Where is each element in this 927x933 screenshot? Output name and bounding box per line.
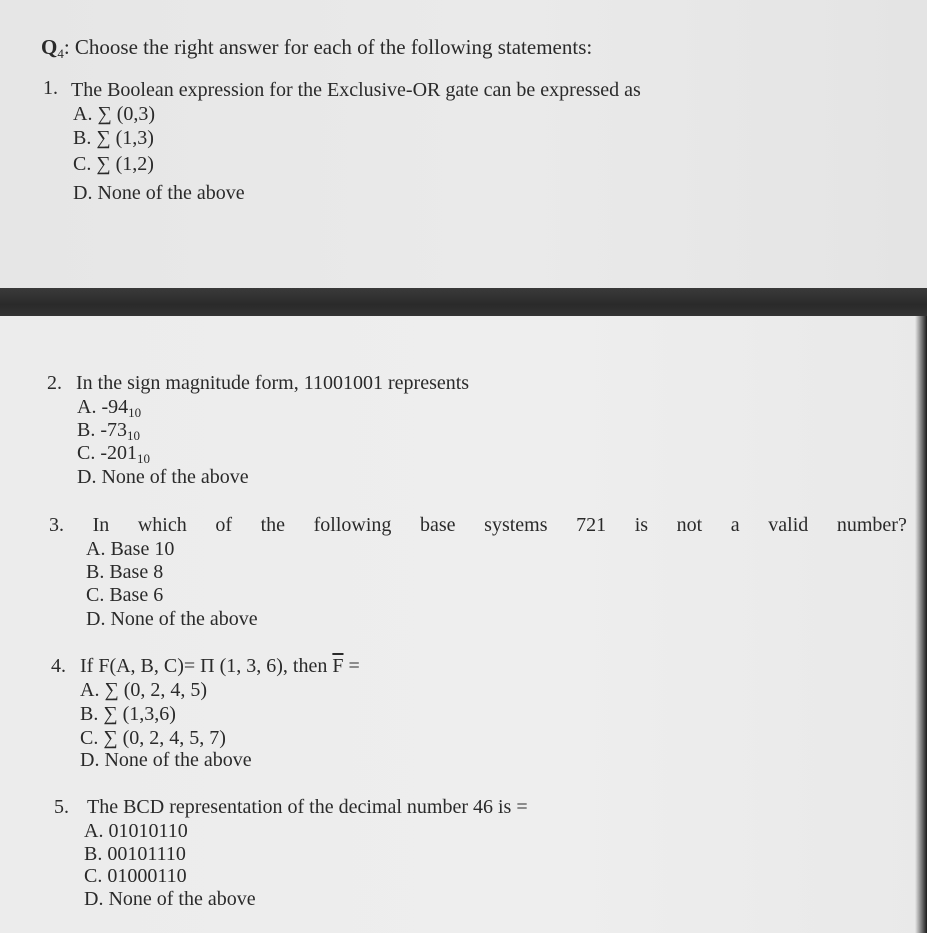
heading-label: Q	[41, 35, 58, 59]
question-2-option-c: C. $-201_{10}$	[77, 442, 150, 466]
question-4-option-b: B. ∑ (1,3,6)	[80, 703, 176, 725]
question-2-number: 2.	[47, 372, 62, 394]
question-1-number: 1.	[43, 77, 58, 99]
question-1-option-b: B. ∑ (1,3)	[73, 127, 154, 149]
question-4-option-d: D. None of the above	[80, 749, 252, 771]
question-2-option-d: D. None of the above	[77, 466, 249, 488]
question-3-option-a: A. Base 10	[86, 538, 175, 560]
question-4-option-c: C. ∑ (0, 2, 4, 5, 7)	[80, 727, 226, 749]
edge-shadow	[915, 316, 927, 933]
sheet-fold-divider	[0, 288, 927, 316]
question-4-prompt: If F(A, B, C)= Π (1, 3, 6), then $\overline{F}$ =	[80, 655, 360, 677]
question-5-option-a: A. 01010110	[84, 820, 188, 842]
question-5-option-b: B. 00101110	[84, 843, 186, 865]
question-3-number: 3.	[49, 514, 64, 536]
heading-text: : Choose the right answer for each of the following statements:	[63, 35, 593, 59]
question-1-option-a: A. ∑ (0,3)	[73, 103, 156, 125]
question-1-prompt: The Boolean expression for the Exclusive-OR gate can be expressed as	[71, 79, 641, 101]
question-1-option-c: C. ∑ (1,2)	[73, 153, 154, 175]
question-2-prompt: In the sign magnitude form, 11001001 represents	[76, 372, 470, 394]
question-5-prompt: The BCD representation of the decimal number 46 is =	[87, 796, 528, 818]
question-5-option-c: C. 01000110	[84, 865, 187, 887]
question-5-number: 5.	[54, 796, 69, 818]
heading-label-sub: 4	[57, 46, 64, 61]
question-1-option-d: D. None of the above	[73, 182, 245, 204]
question-3-option-b: B. Base 8	[86, 561, 164, 583]
question-4-number: 4.	[51, 655, 66, 677]
f-complement: $\overline{F}$	[332, 655, 344, 677]
question-2-option-a: A. $-94_{10}$	[77, 396, 142, 420]
question-3-prompt: 3. In which of the following base systems 721 is not a valid number?	[49, 514, 907, 536]
question-3-option-c: C. Base 6	[86, 584, 164, 606]
question-4-option-a: A. ∑ (0, 2, 4, 5)	[80, 679, 208, 701]
question-5-option-d: D. None of the above	[84, 888, 256, 910]
question-3-option-d: D. None of the above	[86, 608, 258, 630]
question-2-option-b: B. $-73_{10}$	[77, 419, 140, 443]
page-heading	[41, 36, 592, 65]
